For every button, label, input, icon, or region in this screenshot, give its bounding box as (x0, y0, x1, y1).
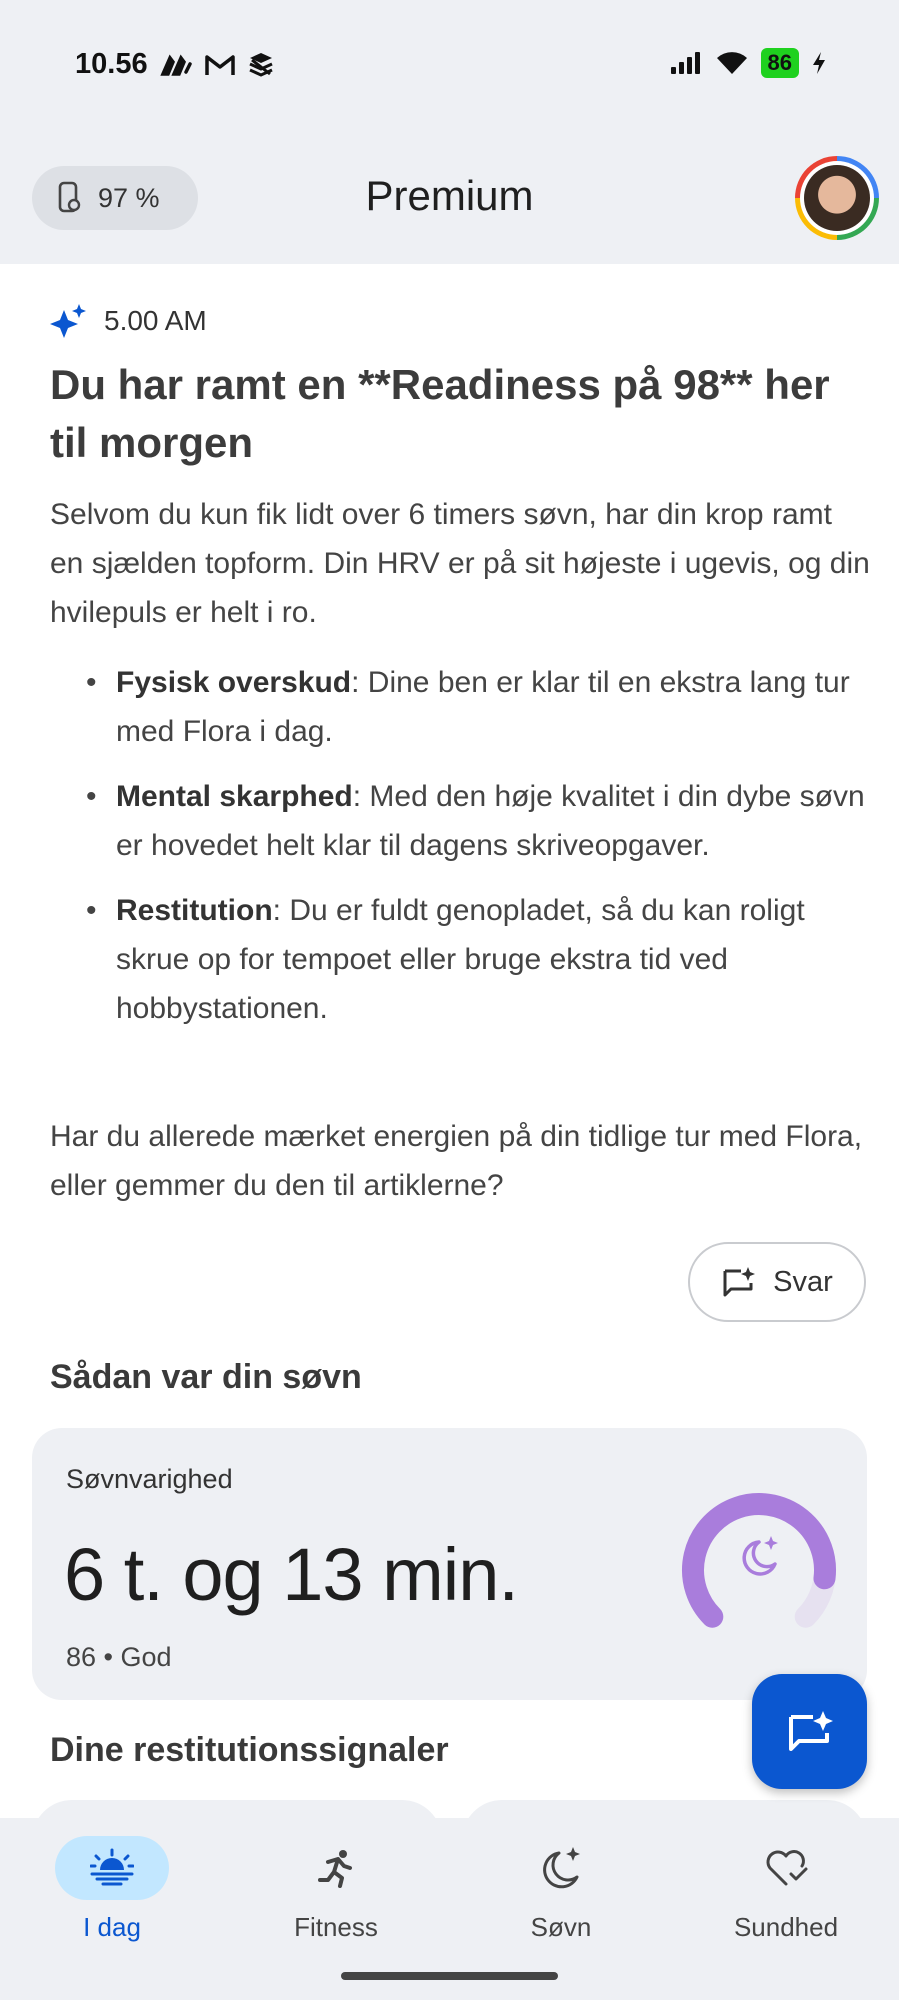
moon-sparkle-icon (539, 1847, 583, 1889)
sleep-section-title: Sådan var din søvn (50, 1358, 362, 1396)
status-indicators (669, 48, 827, 78)
bullet-text: : Du er fuldt genopladet, så du kan roligt skrue op for tempoet eller bruge ekstra tid ved hobbystationen. (116, 894, 805, 1025)
insight-bullets (50, 658, 870, 1049)
nav-item-health[interactable] (686, 1836, 886, 1956)
avatar[interactable] (795, 156, 879, 240)
nav-label-sleep: Søvn (530, 1912, 592, 1942)
chat-sparkle-icon (721, 1265, 757, 1299)
nav-item-sleep[interactable] (461, 1836, 661, 1956)
status-bar (0, 0, 899, 130)
status-app-icons (160, 50, 276, 80)
insight-intro: Selvom du kun fik lidt over 6 timers søvn, har din krop ramt en sjælden topform. Din HRV er på sit højeste i ugevis, og din hvilepuls er helt i ro. (50, 498, 870, 629)
bullet-text: : Dine ben er klar til en ekstra lang tur med Flora i dag. (116, 666, 850, 748)
list-item (50, 886, 870, 1033)
running-icon (314, 1848, 358, 1888)
sunrise-icon (90, 1848, 134, 1888)
notes-app-icon (160, 52, 194, 78)
status-time: 10.56 (75, 48, 148, 80)
nav-label-today: I dag (83, 1912, 141, 1942)
sleep-score-gauge (671, 1484, 847, 1644)
insight-time: 5.00 AM (104, 305, 207, 336)
ask-coach-button[interactable] (752, 1674, 867, 1789)
recovery-section-title: Dine restitutionssignaler (50, 1731, 449, 1769)
signal-icon (669, 50, 703, 76)
avatar-image (804, 165, 870, 231)
gmail-icon (204, 52, 236, 78)
gauge-fill (693, 1504, 825, 1617)
nav-label-health: Sundhed (733, 1912, 839, 1942)
bullet-title: Mental skarphed (116, 780, 353, 813)
home-indicator[interactable] (341, 1972, 558, 1980)
page-title: Premium (365, 172, 534, 219)
sleep-label: Søvnvarighed (66, 1464, 233, 1494)
list-item (50, 772, 870, 870)
stack-app-icon (246, 50, 276, 80)
insight-timestamp-row (50, 302, 207, 340)
reply-label: Svar (773, 1265, 833, 1298)
nav-item-today[interactable] (12, 1836, 212, 1956)
moon-sparkle-icon (744, 1536, 778, 1574)
battery-indicator: 86 (761, 48, 799, 78)
nav-label-fitness: Fitness (294, 1912, 378, 1942)
sleep-score-text: 86 • God (66, 1642, 172, 1672)
reply-button[interactable] (688, 1242, 866, 1322)
sleep-duration: 6 t. og 13 min. (64, 1533, 518, 1616)
insight-headline: Du har ramt en **Readiness på 98** her til morgen (50, 361, 830, 466)
bullet-title: Fysisk overskud (116, 666, 352, 699)
insight-question: Har du allerede mærket energien på din tidlige tur med Flora, eller gemmer du den til artiklerne? (50, 1120, 863, 1202)
list-item (50, 658, 870, 756)
chat-sparkle-icon (785, 1709, 835, 1755)
wifi-icon (715, 50, 749, 76)
sleep-duration-card[interactable] (32, 1428, 867, 1700)
gemini-sparkle-icon (50, 302, 88, 340)
app-header (0, 130, 899, 264)
heart-check-icon (763, 1848, 809, 1888)
bullet-title: Restitution (116, 894, 273, 927)
bullet-text: : Med den høje kvalitet i din dybe søvn er hovedet helt klar til dagens skriveopgaver. (116, 780, 865, 862)
nav-item-fitness[interactable] (236, 1836, 436, 1956)
device-battery-level: 97 % (98, 182, 160, 213)
charging-icon (811, 50, 827, 76)
